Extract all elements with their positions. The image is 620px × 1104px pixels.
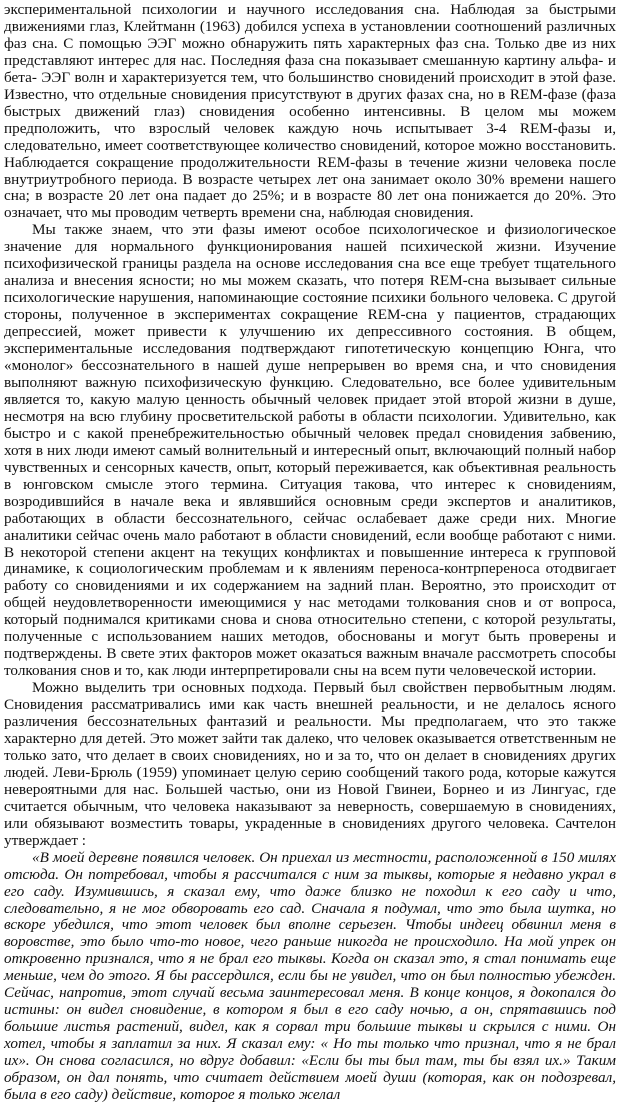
paragraph-1: экспериментальной психологии и научного исследования сна. Наблюдая за быстрыми движениями глаз, Клейтманн (1963) добился успеха в установлении соотношений различных фаз сна. С помощью ЭЭГ можно обнаружить пять характерных фаз сна. Только две из них представляют интерес для нас. Последняя фаза сна показывает смешанную картину альфа- и бета- ЭЭГ волн и характеризуется тем, что большинство сновидений происходит в этой фазе. Известно, что отдельные сновидения присутствуют в других фазах сна, но в REM-фазе (фаза быстрых движений глаз) сновидения особенно интенсивны. В целом мы можем предположить, что взрослый человек каждую ночь испытывает 3-4 REM-фазы и, следовательно, имеет соответствующее количество сновидений, которое можно восстановить. Наблюдается сокращение продолжительности REM-фазы в течение жизни человека после внутриутробного периода. В возрасте четырех лет она занимает около 30% времени нашего сна; в возрасте 20 лет она падает до 25%; и в возрасте 80 лет она понижается до 20%. Это означает, что мы проводим четверть времени сна, наблюдая сновидения.	[4, 1, 616, 222]
paragraph-2: Мы также знаем, что эти фазы имеют особое психологическое и физиологическое значение для нормального функционирования нашей психической жизни. Изучение психофизической границы раздела на основе исследования сна все еще требует тщательного анализа и внесения ясности; но мы можем сказать, что потеря REM-сна вызывает сильные психологические нарушения, напоминающие состояние психики больного человека. С другой стороны, полученное в экспериментах сокращение REM-сна у пациентов, страдающих депрессией, может привести к улучшению их депрессивного состояния. В общем, экспериментальные исследования подтверждают гипотетическую концепцию Юнга, что «монолог» бессознательного в нашей душе непрерывен во время сна, и что сновидения выполняют важную психофизическую функцию. Следовательно, все более удивительным является то, какую малую ценность обычный человек придает этой второй жизни в душе, несмотря на всю глубину просветительской работы в области психологии. Удивительно, как быстро и с какой пренебрежительностью обычный человек предал сновидения забвению, хотя в них люди имеют самый волнительный и интересный опыт, включающий полный набор чувственных и сенсорных качеств, опыт, который переживается, как объективная реальность в юнговском смысле этого термина. Ситуация такова, что интерес к сновидениям, возродившийся в начале века и являвшийся основным среди экспертов и аналитиков, работающих в области бессознательного, сейчас ослабевает даже среди них. Многие аналитики сейчас очень мало работают в области сновидений, если вообще работают с ними. В некоторой степени акцент на текущих конфликтах и повышенние интереса к групповой динамике, к социологическим проблемам и к явлениям переноса-контрпереноса отодвигает работу со сновидениями и их содержанием на задний план. Вероятно, это происходит от общей неудовлетворенности имеющимися у нас методами толкования снов и от вопроса, который поднимался критиками снова и снова относительно степени, с которой результаты, полученные с использованием наших методов, обоснованы и могут быть проверены и подтверждены. В свете этих факторов может оказаться важным вначале рассмотреть способы толкования снов и то, как люди интерпретировали сны на всем пути человеческой истории.	[4, 221, 616, 680]
quotation-paragraph: «В моей деревне появился человек. Он приехал из местности, расположенной в 150 милях отсюда. Он потребовал, чтобы я рассчитался с ним за тыквы, которые я недавно украл в его саду. Изумившись, я сказал ему, что даже близко не походил к его саду и что, следовательно, я не мог обворовать его сад. Сначала я подумал, что это была шутка, но вскоре убедился, что этот человек был вполне серьезен. Чтобы индеец обвинил меня в воровстве, это было что-то новое, чего раньше никогда не происходило. На мой упрек он откровенно признался, что я не брал его тыквы. Когда он сказал это, я стал понимать еще меньше, чем до этого. Я бы рассердился, если бы не увидел, что он был полностью убежден. Сейчас, напротив, этот случай весьма заинтересовал меня. В конце концов, я докопался до истины: он видел сновидение, в котором я был в его саду ночью, а он, спрятавшись под большие листья растений, видел, как я сорвал три большие тыквы и скрылся с ними. Он хотел, чтобы я заплатил за них. Я сказал ему: « Но ты только что признал, что я не брал их». Он снова согласился, но вдруг добавил: «Если бы ты был там, ты бы взял их.» Таким образом, он дал понять, что считает действием моей души (которая, как он подозревал, была в его саду) действие, которое я только желал	[4, 848, 616, 1103]
paragraph-3: Можно выделить три основных подхода. Первый был свойствен первобытным людям. Сновидения рассматривались ими как часть внешней реальности, и не делалось ясного различения бессознательных фантазий и реальности. Мы предполагаем, что это также характерно для детей. Это может зайти так далеко, что человек оказывается ответственным не только зато, что делает в своих сновидениях, но и за то, что он делает в сновидениях других людей. Леви-Брюль (1959) упоминает целую серию сообщений такого рода, которые кажутся невероятными для нас. Большей частью, они из Новой Гвинеи, Борнео и из Лингуас, где считается обычным, что человека наказывают за неверность, совершаемую в сновидениях, или обязывают возместить товары, украденные в сновидениях другого человека. Сачтелон утверждает :	[4, 679, 616, 849]
